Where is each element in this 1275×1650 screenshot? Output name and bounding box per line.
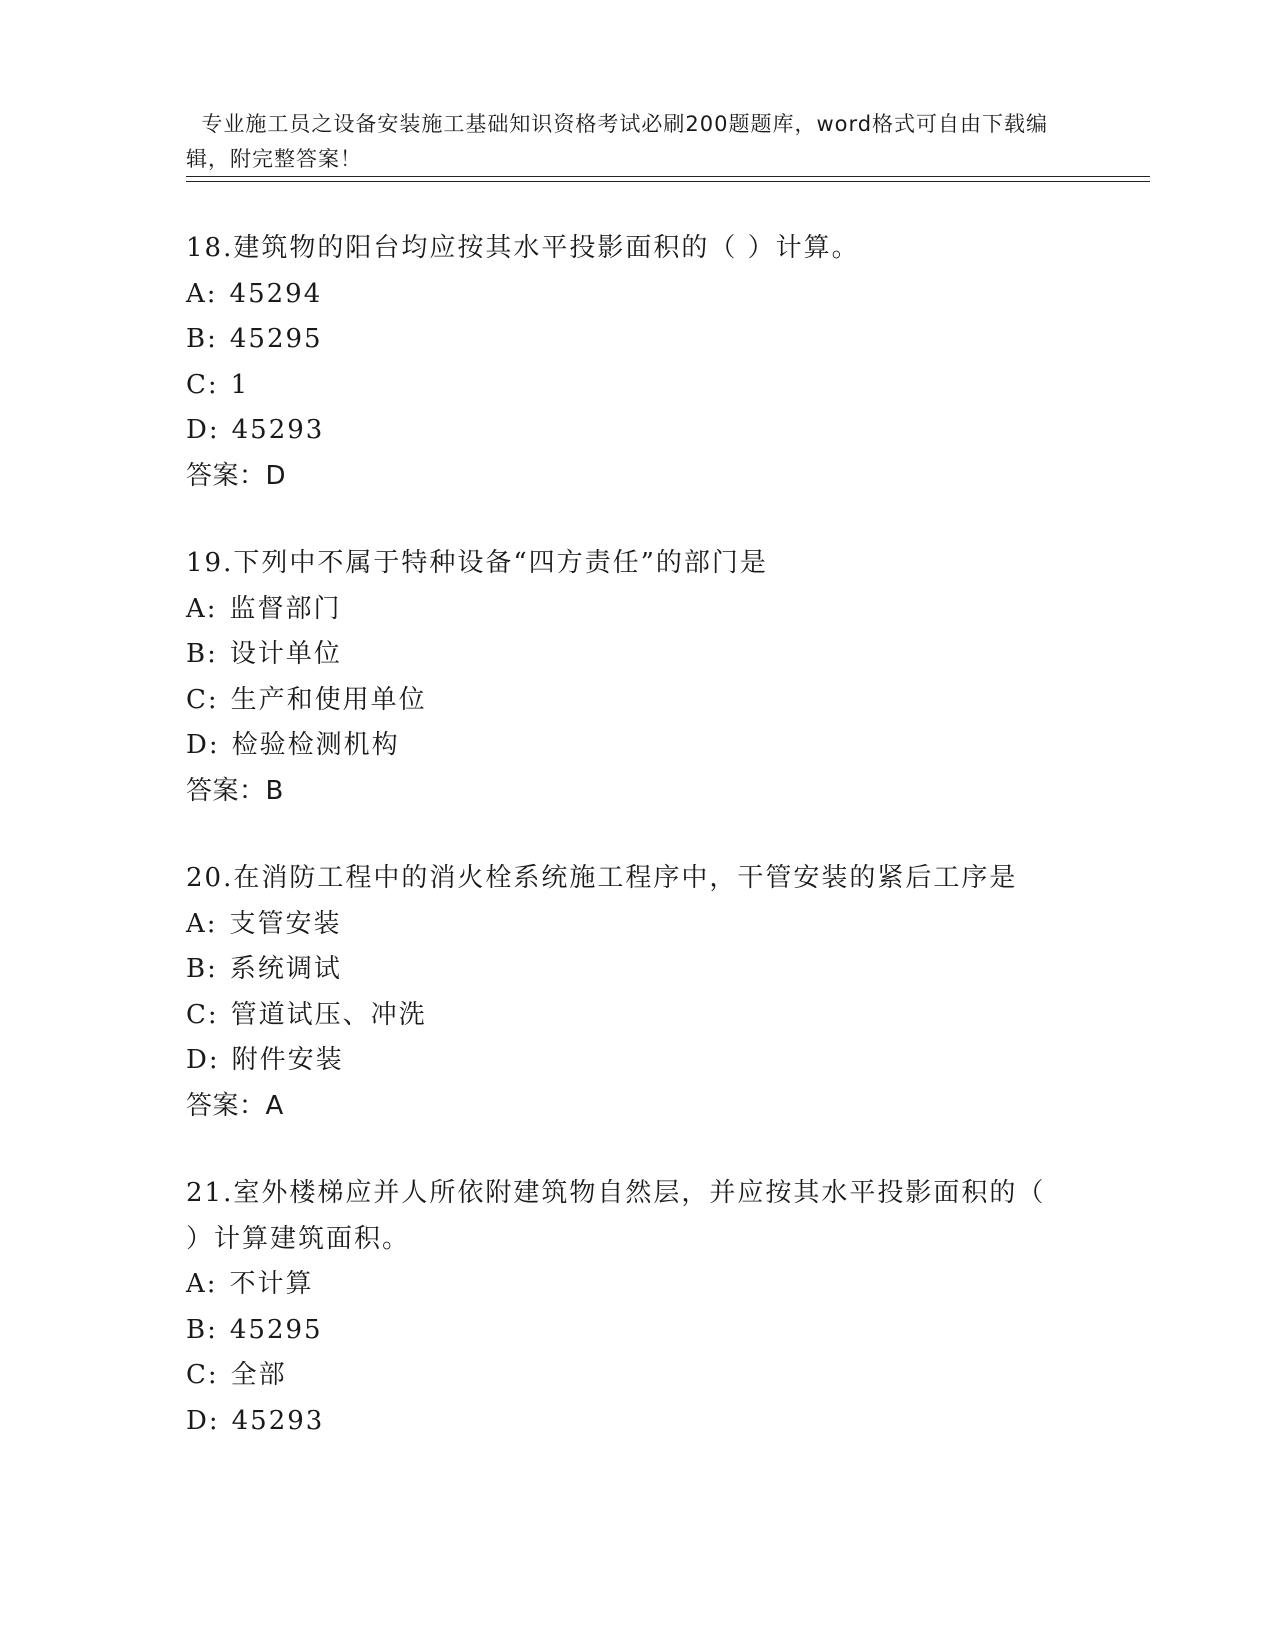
header-text: 专业施工员之设备安装施工基础知识资格考试必刷200题题库，word格式可自由下载编辑，附完整答案！: [186, 112, 1049, 171]
option-text: 45293: [231, 415, 325, 445]
option-letter: B:: [186, 639, 218, 669]
option-text: 附件安装: [231, 1045, 344, 1075]
header-divider-top: [186, 176, 1150, 177]
option-text: 45293: [231, 1405, 325, 1436]
option-letter: C:: [186, 369, 219, 400]
question-20: [186, 856, 1086, 1129]
option-letter: D:: [186, 730, 220, 760]
option-a: [186, 902, 1086, 948]
option-letter: A:: [186, 593, 218, 624]
option-letter: A:: [186, 278, 218, 309]
option-text: 全部: [230, 1360, 287, 1390]
option-d: [186, 408, 1086, 454]
option-b: [186, 632, 1086, 678]
option-letter: D:: [186, 415, 220, 445]
question-stem: 19.下列中不属于特种设备“四方责任”的部门是: [186, 548, 768, 578]
answer-line: 答案：B: [186, 775, 284, 806]
option-a: [186, 1262, 1086, 1308]
option-c: [186, 1353, 1086, 1399]
document-header: [186, 72, 1066, 177]
option-text: 设计单位: [229, 639, 342, 669]
question-stem: 20.在消防工程中的消火栓系统施工程序中，干管安装的紧后工序是: [186, 863, 1018, 893]
question-18: [186, 226, 1086, 499]
option-c: [186, 993, 1086, 1039]
question-21: [186, 1171, 1086, 1444]
option-c: [186, 678, 1086, 724]
option-text: 生产和使用单位: [230, 684, 427, 715]
option-a: [186, 587, 1086, 633]
option-text: 系统调试: [229, 954, 342, 984]
option-b: [186, 317, 1086, 363]
option-text: 45295: [229, 324, 323, 354]
option-letter: B:: [186, 324, 218, 354]
answer-line: 答案：A: [186, 1090, 284, 1121]
question-19: [186, 541, 1086, 814]
option-letter: D:: [186, 1405, 220, 1436]
option-letter: D:: [186, 1045, 220, 1075]
option-b: [186, 947, 1086, 993]
question-stem-line-1: 21.室外楼梯应并人所依附建筑物自然层，并应按其水平投影面积的（: [186, 1178, 1046, 1208]
option-text: 管道试压、冲洗: [230, 999, 427, 1030]
option-d: [186, 1038, 1086, 1084]
option-text: 45294: [229, 278, 323, 309]
question-stem-line-2: ）计算建筑面积。: [186, 1223, 411, 1254]
answer-line: 答案：D: [186, 460, 287, 491]
header-divider-bottom: [186, 181, 1150, 182]
option-letter: B:: [186, 1314, 218, 1345]
option-letter: A:: [186, 1269, 218, 1299]
question-stem: 18.建筑物的阳台均应按其水平投影面积的（ ）计算。: [186, 233, 860, 263]
option-text: 监督部门: [229, 593, 342, 624]
option-d: [186, 723, 1086, 769]
option-c: [186, 363, 1086, 409]
option-text: 支管安装: [229, 908, 342, 939]
option-d: [186, 1399, 1086, 1445]
option-letter: C:: [186, 684, 219, 715]
option-letter: B:: [186, 954, 218, 984]
option-a: [186, 272, 1086, 318]
option-b: [186, 1308, 1086, 1354]
option-letter: C:: [186, 999, 219, 1030]
option-text: 检验检测机构: [231, 730, 400, 760]
option-letter: A:: [186, 908, 218, 939]
option-text: 不计算: [229, 1269, 314, 1299]
option-letter: C:: [186, 1360, 219, 1390]
option-text: 45295: [229, 1314, 323, 1345]
option-text: 1: [230, 369, 250, 400]
